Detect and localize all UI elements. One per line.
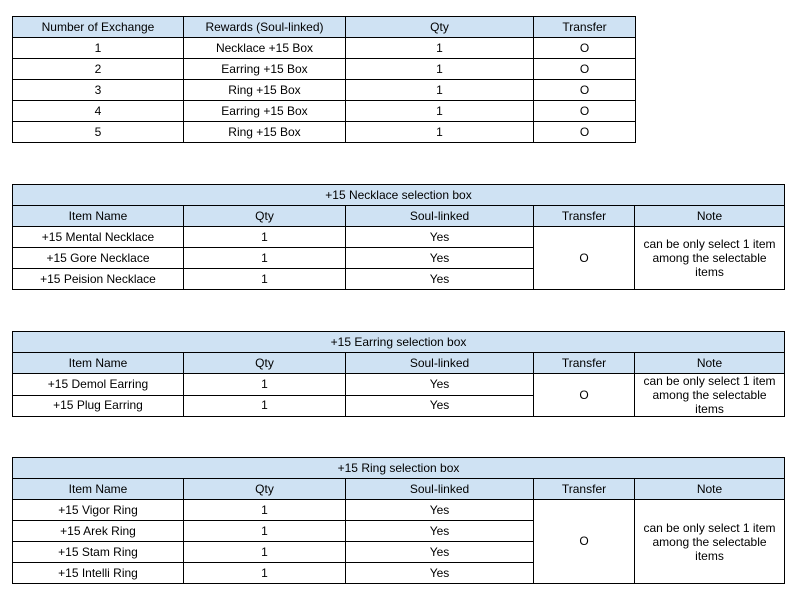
qty-cell: 1 xyxy=(346,122,534,143)
table-header-row xyxy=(13,17,636,38)
transfer-cell: O xyxy=(534,227,635,290)
exchange-number-cell: 4 xyxy=(13,101,184,122)
column-header: Item Name xyxy=(13,353,184,374)
soul-linked-cell: Yes xyxy=(346,248,534,269)
reward-cell: Ring +15 Box xyxy=(184,122,346,143)
table-title: +15 Necklace selection box xyxy=(13,185,785,206)
ring-selection-table xyxy=(12,457,785,584)
item-name-cell: +15 Plug Earring xyxy=(13,395,184,417)
qty-cell: 1 xyxy=(184,563,346,584)
reward-cell: Necklace +15 Box xyxy=(184,38,346,59)
table-title-row xyxy=(13,458,785,479)
item-name-cell: +15 Intelli Ring xyxy=(13,563,184,584)
qty-cell: 1 xyxy=(184,500,346,521)
transfer-cell: O xyxy=(534,59,636,80)
table-header-row xyxy=(13,479,785,500)
table-row xyxy=(13,374,785,396)
necklace-selection-table xyxy=(12,184,785,290)
table-title-row xyxy=(13,332,785,353)
qty-cell: 1 xyxy=(184,521,346,542)
note-cell: can be only select 1 item among the selectable items xyxy=(635,374,785,417)
column-header: Rewards (Soul-linked) xyxy=(184,17,346,38)
transfer-cell: O xyxy=(534,101,636,122)
column-header: Transfer xyxy=(534,17,636,38)
exchange-rewards-table xyxy=(12,16,636,143)
item-name-cell: +15 Demol Earring xyxy=(13,374,184,396)
column-header: Transfer xyxy=(534,479,635,500)
column-header: Qty xyxy=(346,17,534,38)
exchange-number-cell: 3 xyxy=(13,80,184,101)
note-cell: can be only select 1 item among the selectable items xyxy=(635,227,785,290)
qty-cell: 1 xyxy=(184,227,346,248)
column-header: Qty xyxy=(184,353,346,374)
column-header: Number of Exchange xyxy=(13,17,184,38)
transfer-cell: O xyxy=(534,80,636,101)
table-title: +15 Ring selection box xyxy=(13,458,785,479)
column-header: Note xyxy=(635,206,785,227)
soul-linked-cell: Yes xyxy=(346,269,534,290)
soul-linked-cell: Yes xyxy=(346,500,534,521)
qty-cell: 1 xyxy=(184,542,346,563)
qty-cell: 1 xyxy=(184,248,346,269)
transfer-cell: O xyxy=(534,500,635,584)
exchange-number-cell: 2 xyxy=(13,59,184,80)
table-row xyxy=(13,227,785,248)
column-header: Note xyxy=(635,479,785,500)
item-name-cell: +15 Peision Necklace xyxy=(13,269,184,290)
qty-cell: 1 xyxy=(346,59,534,80)
soul-linked-cell: Yes xyxy=(346,374,534,396)
qty-cell: 1 xyxy=(346,38,534,59)
table-header-row xyxy=(13,353,785,374)
qty-cell: 1 xyxy=(184,269,346,290)
table-header-row xyxy=(13,206,785,227)
soul-linked-cell: Yes xyxy=(346,521,534,542)
column-header: Transfer xyxy=(534,206,635,227)
table-row xyxy=(13,59,636,80)
reward-cell: Earring +15 Box xyxy=(184,59,346,80)
table-row xyxy=(13,38,636,59)
table-row xyxy=(13,500,785,521)
column-header: Qty xyxy=(184,206,346,227)
item-name-cell: +15 Mental Necklace xyxy=(13,227,184,248)
soul-linked-cell: Yes xyxy=(346,542,534,563)
column-header: Item Name xyxy=(13,206,184,227)
column-header: Qty xyxy=(184,479,346,500)
table-title: +15 Earring selection box xyxy=(13,332,785,353)
item-name-cell: +15 Stam Ring xyxy=(13,542,184,563)
item-name-cell: +15 Arek Ring xyxy=(13,521,184,542)
exchange-number-cell: 5 xyxy=(13,122,184,143)
reward-cell: Ring +15 Box xyxy=(184,80,346,101)
column-header: Soul-linked xyxy=(346,479,534,500)
item-name-cell: +15 Gore Necklace xyxy=(13,248,184,269)
column-header: Soul-linked xyxy=(346,353,534,374)
column-header: Soul-linked xyxy=(346,206,534,227)
note-cell: can be only select 1 item among the selectable items xyxy=(635,500,785,584)
transfer-cell: O xyxy=(534,374,635,417)
table-row xyxy=(13,122,636,143)
transfer-cell: O xyxy=(534,122,636,143)
column-header: Note xyxy=(635,353,785,374)
item-name-cell: +15 Vigor Ring xyxy=(13,500,184,521)
transfer-cell: O xyxy=(534,38,636,59)
column-header: Transfer xyxy=(534,353,635,374)
qty-cell: 1 xyxy=(346,101,534,122)
table-row xyxy=(13,80,636,101)
table-title-row xyxy=(13,185,785,206)
earring-selection-table xyxy=(12,331,785,417)
soul-linked-cell: Yes xyxy=(346,227,534,248)
qty-cell: 1 xyxy=(346,80,534,101)
reward-cell: Earring +15 Box xyxy=(184,101,346,122)
column-header: Item Name xyxy=(13,479,184,500)
qty-cell: 1 xyxy=(184,374,346,396)
qty-cell: 1 xyxy=(184,395,346,417)
soul-linked-cell: Yes xyxy=(346,395,534,417)
soul-linked-cell: Yes xyxy=(346,563,534,584)
exchange-number-cell: 1 xyxy=(13,38,184,59)
table-row xyxy=(13,101,636,122)
